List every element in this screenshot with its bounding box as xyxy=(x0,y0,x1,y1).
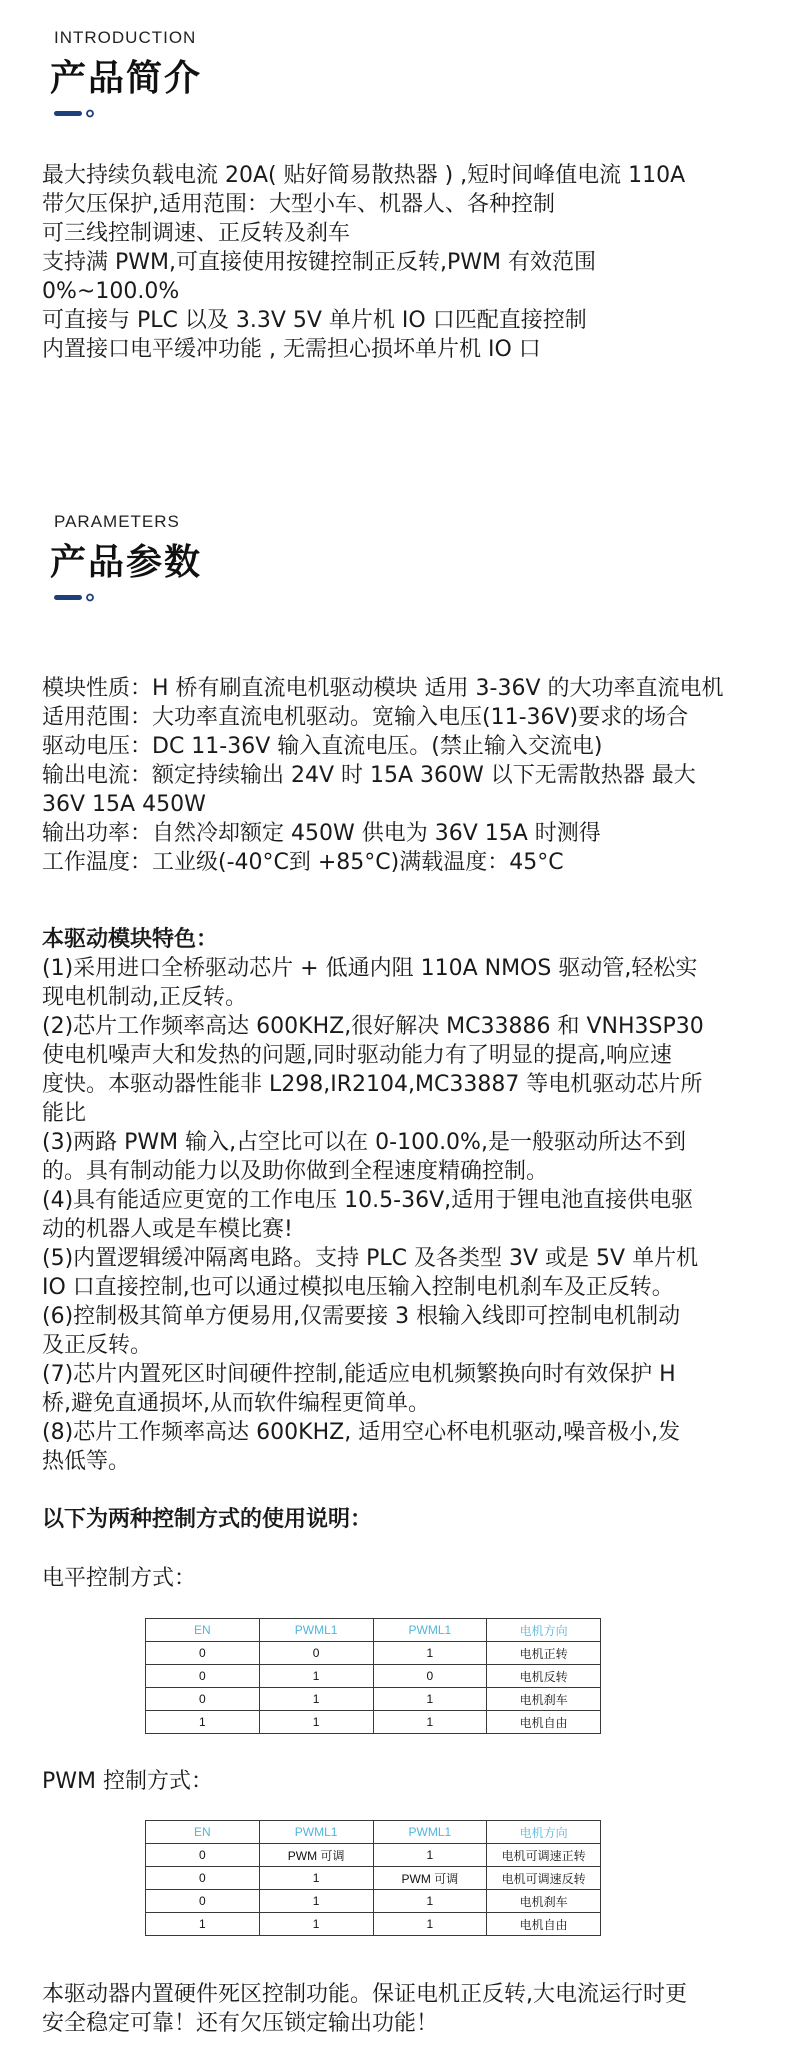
intro-title: 产品简介 xyxy=(50,58,203,99)
intro-text xyxy=(42,161,782,364)
table-cell: 1 xyxy=(259,1913,373,1936)
table-cell: 1 xyxy=(146,1711,260,1734)
table-cell: 1 xyxy=(373,1913,487,1936)
feature-line: 度快。本驱动器性能非 L298,IR2104,MC33887 等电机驱动芯片所 xyxy=(42,1072,703,1097)
table-row xyxy=(146,1844,601,1867)
table-cell: 0 xyxy=(146,1890,260,1913)
intro-line: 0%~100.0% xyxy=(42,279,180,304)
table-cell: 1 xyxy=(259,1711,373,1734)
table-row xyxy=(146,1913,601,1936)
table-cell: 0 xyxy=(146,1844,260,1867)
table-cell: 0 xyxy=(146,1688,260,1711)
param-line: 适用范围：大功率直流电机驱动。宽输入电压(11-36V)要求的场合 xyxy=(42,705,689,730)
feature-line: (8)芯片工作频率高达 600KHZ, 适用空心杯电机驱动,噪音极小,发 xyxy=(42,1420,681,1445)
header-cell: PWML1 xyxy=(259,1619,373,1642)
feature-line: IO 口直接控制,也可以通过模拟电压输入控制电机刹车及正反转。 xyxy=(42,1275,674,1300)
table-cell: 电机自由 xyxy=(487,1711,601,1734)
footer-line: 安全稳定可靠！还有欠压锁定输出功能！ xyxy=(42,2011,439,2036)
table-cell: 电机正转 xyxy=(487,1642,601,1665)
table-cell: 1 xyxy=(259,1867,373,1890)
param-line: 驱动电压：DC 11-36V 输入直流电压。(禁止输入交流电) xyxy=(42,734,603,759)
intro-en-heading: INTRODUCTION xyxy=(54,28,197,47)
table-cell: 0 xyxy=(146,1867,260,1890)
pwm-control-label: PWM 控制方式： xyxy=(42,1769,213,1794)
feature-line: 现电机制动,正反转。 xyxy=(42,985,247,1010)
decorative-line-icon xyxy=(54,109,98,120)
table-cell: 0 xyxy=(373,1665,487,1688)
level-control-label: 电平控制方式： xyxy=(42,1566,197,1591)
intro-line: 可三线控制调速、正反转及刹车 xyxy=(42,221,351,246)
pwm-control-table xyxy=(145,1820,601,1936)
table-row xyxy=(146,1642,601,1665)
feature-line: (5)内置逻辑缓冲隔离电路。支持 PLC 及各类型 3V 或是 5V 单片机 xyxy=(42,1246,699,1271)
params-text xyxy=(42,674,782,877)
level-control-table xyxy=(145,1618,601,1734)
table-cell: 1 xyxy=(373,1688,487,1711)
header-cell: EN xyxy=(146,1619,260,1642)
table-cell: 1 xyxy=(259,1688,373,1711)
feature-line: 使电机噪声大和发热的问题,同时驱动能力有了明显的提高,响应速 xyxy=(42,1043,672,1068)
header-cell: PWML1 xyxy=(373,1821,487,1844)
header-cell: EN xyxy=(146,1821,260,1844)
feature-line: (4)具有能适应更宽的工作电压 10.5-36V,适用于锂电池直接供电驱 xyxy=(42,1188,694,1213)
table-cell: 电机可调速正转 xyxy=(487,1844,601,1867)
footer-text xyxy=(42,1980,782,2038)
param-line: 输出功率：自然冷却额定 450W 供电为 36V 15A 时测得 xyxy=(42,821,601,846)
table-cell: 1 xyxy=(373,1711,487,1734)
intro-line: 带欠压保护,适用范围：大型小车、机器人、各种控制 xyxy=(42,192,555,217)
table-cell: 0 xyxy=(259,1642,373,1665)
table-cell: PWM 可调 xyxy=(373,1867,487,1890)
table-cell: 1 xyxy=(373,1844,487,1867)
feature-line: 的。具有制动能力以及助你做到全程速度精确控制。 xyxy=(42,1159,549,1184)
param-line: 工作温度：工业级(-40°C到 +85°C)满载温度：45°C xyxy=(42,850,564,875)
table-cell: 电机刹车 xyxy=(487,1890,601,1913)
footer-line: 本驱动器内置硬件死区控制功能。保证电机正反转,大电流运行时更 xyxy=(42,1982,687,2007)
table-row xyxy=(146,1665,601,1688)
table-header-row xyxy=(146,1619,601,1642)
param-line: 36V 15A 450W xyxy=(42,792,206,817)
features-text xyxy=(42,925,782,1476)
feature-line: (3)两路 PWM 输入,占空比可以在 0-100.0%,是一般驱动所达不到 xyxy=(42,1130,686,1155)
table-cell: 电机刹车 xyxy=(487,1688,601,1711)
intro-line: 支持满 PWM,可直接使用按键控制正反转,PWM 有效范围 xyxy=(42,250,596,275)
table-cell: 1 xyxy=(373,1642,487,1665)
table-cell: 1 xyxy=(259,1665,373,1688)
header-cell: 电机方向 xyxy=(487,1619,601,1642)
table-row xyxy=(146,1711,601,1734)
params-title: 产品参数 xyxy=(50,542,203,583)
table-cell: 0 xyxy=(146,1665,260,1688)
params-en-heading: PARAMETERS xyxy=(54,512,180,531)
table-row xyxy=(146,1890,601,1913)
intro-line: 内置接口电平缓冲功能 , 无需担心损坏单片机 IO 口 xyxy=(42,337,541,362)
table-cell: 0 xyxy=(146,1642,260,1665)
table-cell: 电机可调速反转 xyxy=(487,1867,601,1890)
table-cell: PWM 可调 xyxy=(259,1844,373,1867)
feature-line: 动的机器人或是车模比赛! xyxy=(42,1217,293,1242)
table-row xyxy=(146,1867,601,1890)
table-header-row xyxy=(146,1821,601,1844)
feature-line: 热低等。 xyxy=(42,1449,131,1474)
features-title: 本驱动模块特色： xyxy=(42,927,219,952)
table-cell: 电机反转 xyxy=(487,1665,601,1688)
decorative-line-icon xyxy=(54,593,98,604)
header-cell: 电机方向 xyxy=(487,1821,601,1844)
table-cell: 1 xyxy=(373,1890,487,1913)
table-row xyxy=(146,1688,601,1711)
header-cell: PWML1 xyxy=(373,1619,487,1642)
table-cell: 电机自由 xyxy=(487,1913,601,1936)
feature-line: (1)采用进口全桥驱动芯片 + 低通内阻 110A NMOS 驱动管,轻松实 xyxy=(42,956,698,981)
param-line: 模块性质：H 桥有刷直流电机驱动模块 适用 3-36V 的大功率直流电机 xyxy=(42,676,724,701)
table-cell: 1 xyxy=(146,1913,260,1936)
feature-line: (6)控制极其简单方便易用,仅需要接 3 根输入线即可控制电机制动 xyxy=(42,1304,681,1329)
feature-line: (7)芯片内置死区时间硬件控制,能适应电机频繁换向时有效保护 H xyxy=(42,1362,676,1387)
feature-line: 及正反转。 xyxy=(42,1333,153,1358)
header-cell: PWML1 xyxy=(259,1821,373,1844)
feature-line: (2)芯片工作频率高达 600KHZ,很好解决 MC33886 和 VNH3SP30 xyxy=(42,1014,704,1039)
intro-line: 最大持续负载电流 20A( 贴好简易散热器 ) ,短时间峰值电流 110A xyxy=(42,163,686,188)
feature-line: 能比 xyxy=(42,1101,87,1126)
table-cell: 1 xyxy=(259,1890,373,1913)
intro-line: 可直接与 PLC 以及 3.3V 5V 单片机 IO 口匹配直接控制 xyxy=(42,308,587,333)
usage-title: 以下为两种控制方式的使用说明： xyxy=(42,1507,373,1532)
feature-line: 桥,避免直通损坏,从而软件编程更简单。 xyxy=(42,1391,430,1416)
param-line: 输出电流：额定持续输出 24V 时 15A 360W 以下无需散热器 最大 xyxy=(42,763,696,788)
